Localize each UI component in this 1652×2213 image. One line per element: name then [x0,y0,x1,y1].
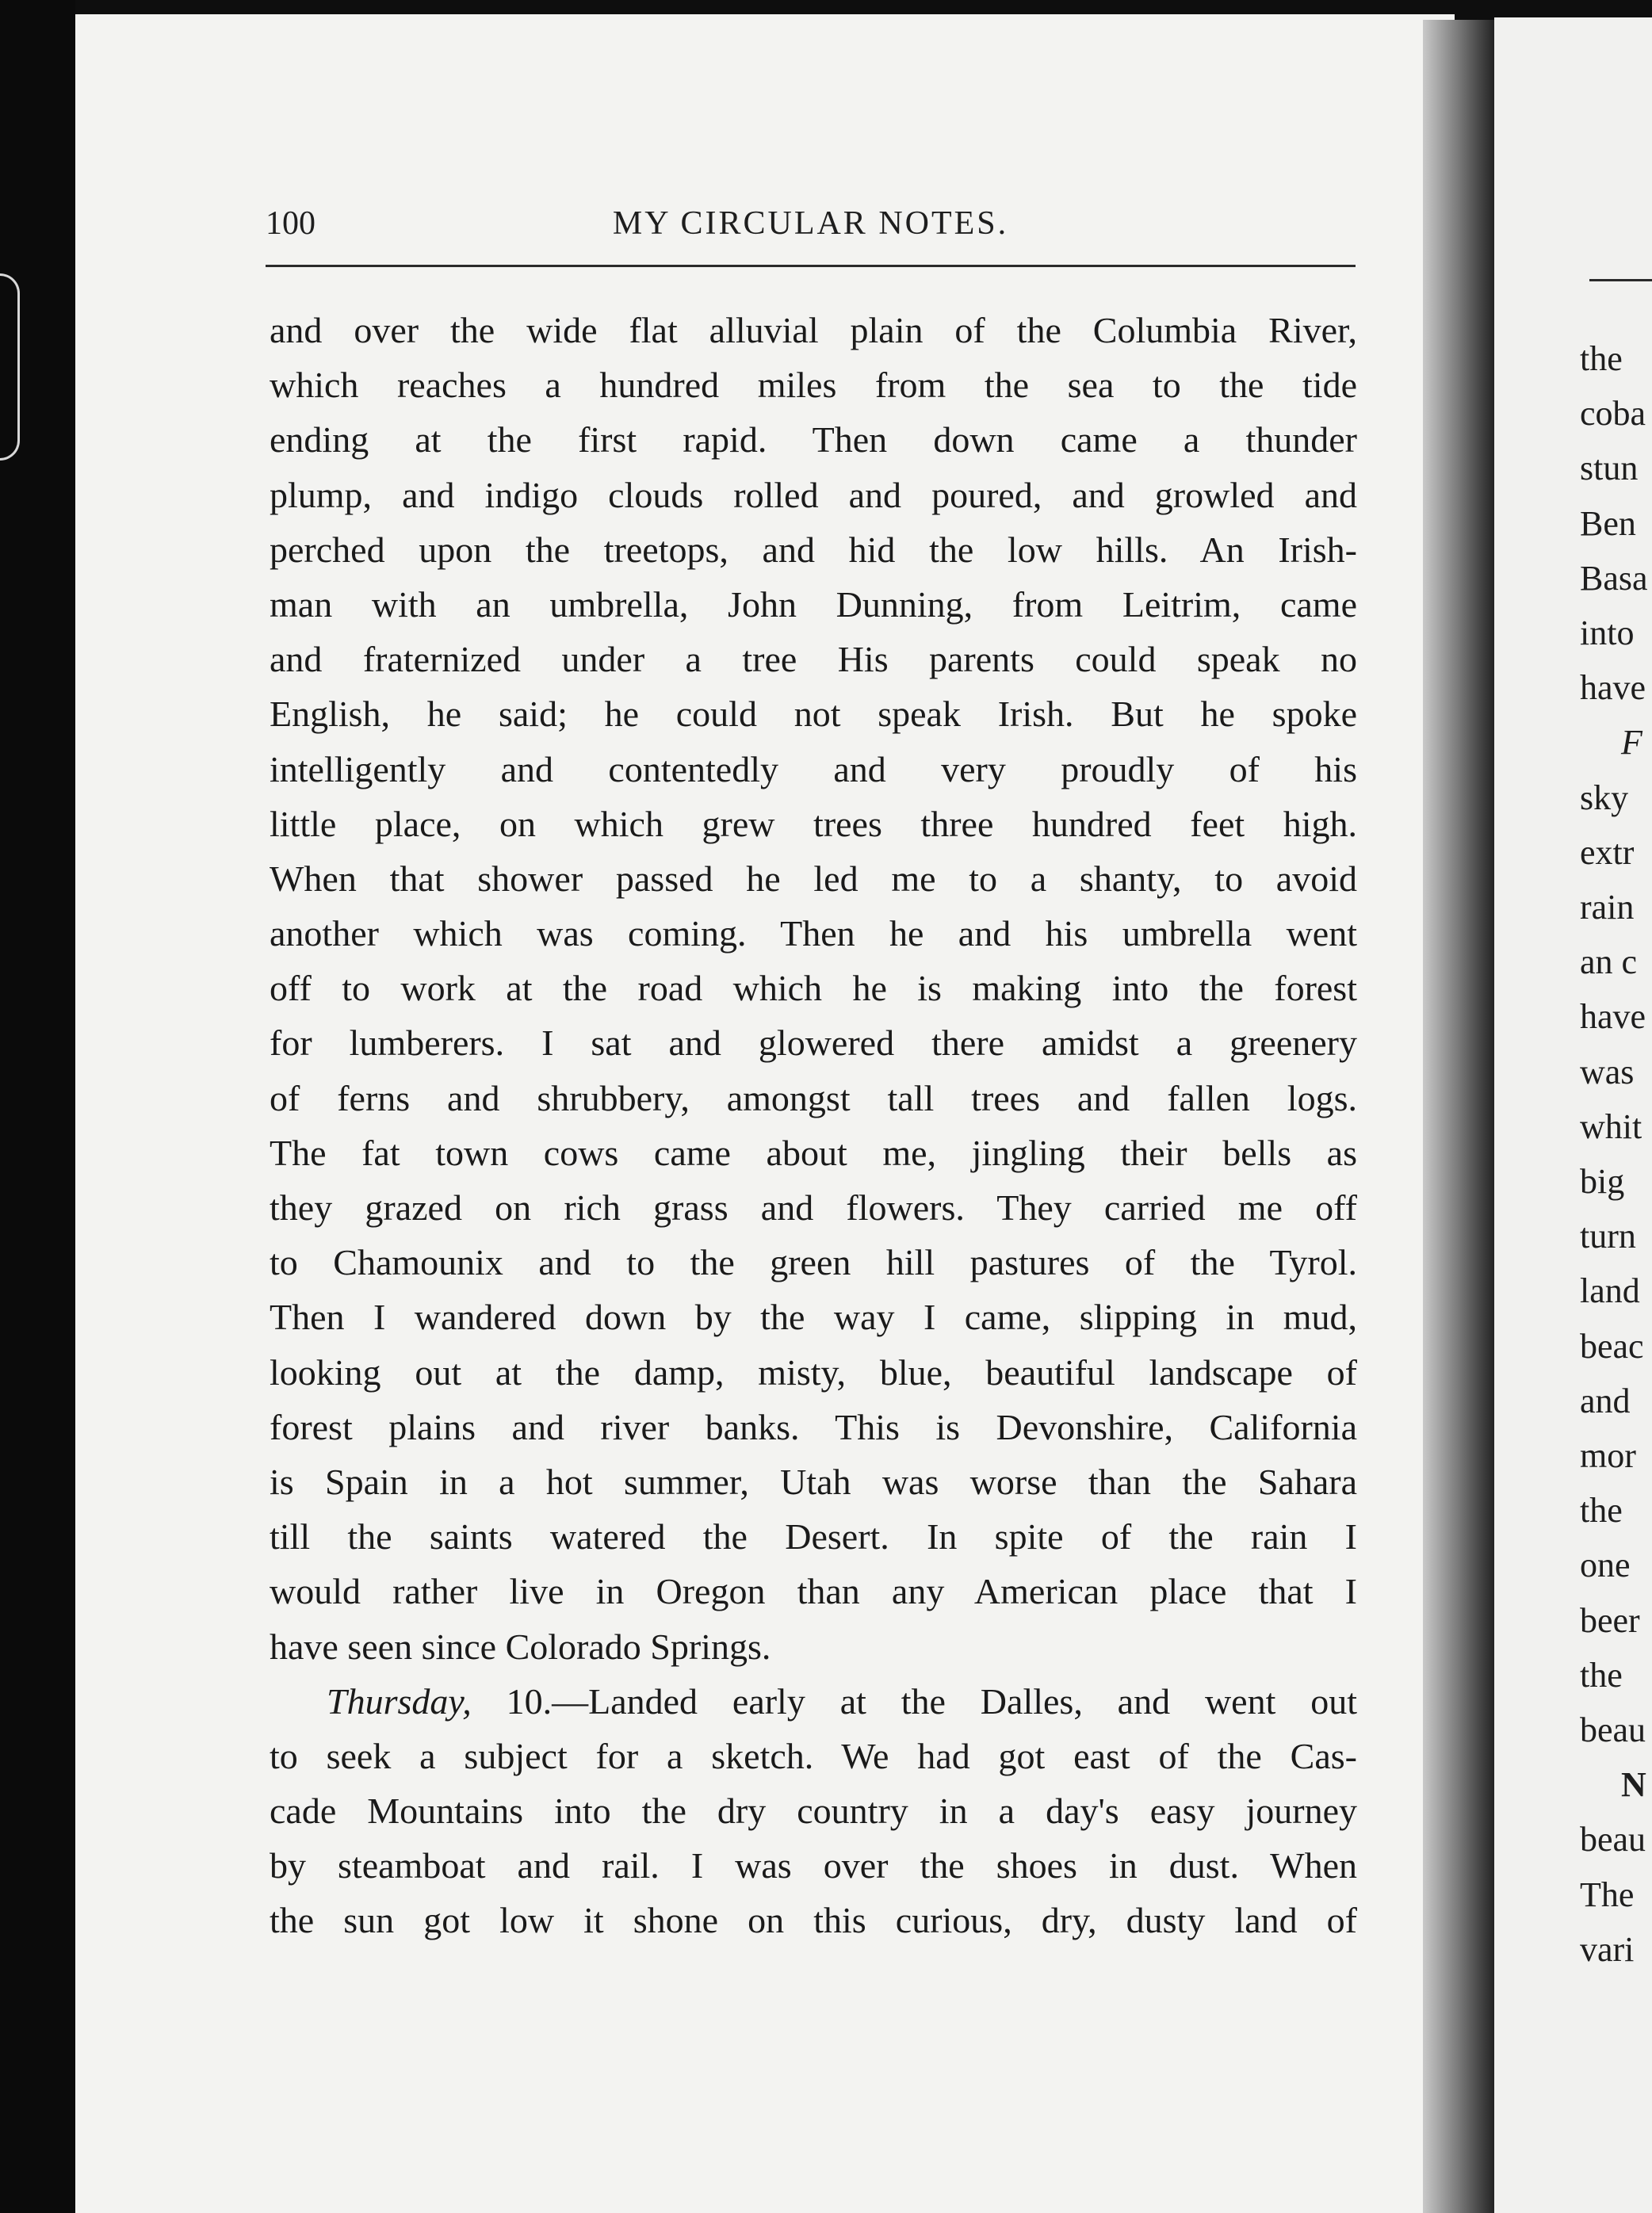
facing-page-fragment: rain [1580,888,1635,927]
text-line: ending at the first rapid. Then down came a thunder [270,419,1357,461]
facing-page-fragment: F [1621,723,1642,763]
facing-page-fragment: land [1580,1271,1640,1311]
text-line: for lumberers. I sat and glowered there amidst a greenery [270,1022,1357,1064]
text-line: and over the wide flat alluvial plain of the Columbia River, [270,310,1357,350]
facing-page-fragment: stun [1580,449,1639,488]
text-line: by steamboat and rail. I was over the shoes in dust. When [270,1845,1357,1886]
text-line: to seek a subject for a sketch. We had got east of the Cas- [270,1735,1357,1776]
facing-page-fragment: coba [1580,394,1646,434]
paragraph-end-line: have seen since Colorado Springs. [270,1626,771,1667]
facing-page-fragment: beau [1580,1710,1646,1749]
facing-page-fragment: N [1621,1765,1646,1805]
text-line: of ferns and shrubbery, amongst tall trees and fallen logs. [270,1077,1357,1118]
facing-page-fragment: beer [1580,1600,1640,1640]
text-line: English, he said; he could not speak Irish. But he spoke [270,694,1357,735]
text-line: Then I wandered down by the way I came, slipping in mud, [270,1297,1357,1338]
text-line: perched upon the treetops, and hid the low hills. An Irish- [270,529,1357,570]
facing-page-fragment: was [1580,1052,1635,1091]
text-line: to Chamounix and to the green hill pastures of the Tyrol. [270,1242,1357,1283]
text-line: When that shower passed he led me to a shanty, to avoid [270,858,1357,899]
page-body [270,303,1357,1948]
facing-page-fragment: sky [1580,778,1629,817]
facing-page [1494,17,1652,2213]
text-line: looking out at the damp, misty, blue, beautiful landscape of [270,1351,1357,1393]
facing-page-fragment: one [1580,1546,1631,1585]
text-line: is Spain in a hot summer, Utah was worse than the Sahara [270,1461,1357,1502]
text-line: which reaches a hundred miles from the sea to the tide [270,365,1357,406]
facing-page-fragment: and [1580,1381,1631,1420]
text-line: and fraternized under a tree His parents could speak no [270,639,1357,680]
facing-page-fragment: into [1580,613,1635,652]
facing-page-fragment: big [1580,1162,1625,1201]
text-line: forest plains and river banks. This is Devonshire, California [270,1406,1357,1447]
facing-page-fragment: beau [1580,1820,1646,1859]
book-gutter [1423,20,1498,2213]
facing-page-fragment: extr [1580,832,1635,872]
facing-page-fragment: turn [1580,1217,1636,1256]
header-rule [266,265,1356,267]
facing-page-fragment: whit [1580,1106,1642,1146]
facing-page-rule [1589,279,1652,281]
text-line: they grazed on rich grass and flowers. They carried me off [270,1187,1357,1228]
diary-entry-first-line-text: 10.—Landed early at the Dalles, and went out [471,1680,1357,1722]
facing-page-fragment: Basa [1580,558,1648,598]
facing-page-fragment: beac [1580,1326,1644,1366]
running-title: MY CIRCULAR NOTES. [612,205,1009,242]
text-line: the sun got low it shone on this curious, dry, dusty land of [270,1900,1357,1941]
facing-page-fragment: have [1580,997,1646,1037]
page-number: 100 [266,205,315,242]
facing-page-fragment: the [1580,339,1623,378]
page-header [266,204,1356,252]
text-line: intelligently and contentedly and very proudly of his [270,748,1357,789]
text-line: little place, on which grew trees three hundred feet high. [270,803,1357,844]
text-line: till the saints watered the Desert. In spite of the rain I [270,1516,1357,1558]
facing-page-fragment: Ben [1580,503,1636,543]
facing-page-fragment: have [1580,668,1646,708]
text-line: The fat town cows came about me, jingling their bells as [270,1132,1357,1173]
text-line: man with an umbrella, John Dunning, from Leitrim, came [270,583,1357,625]
facing-page-fragment: the [1580,1491,1623,1531]
facing-page-fragment: The [1580,1875,1635,1914]
text-line: off to work at the road which he is making into the forest [270,968,1357,1009]
text-line: cade Mountains into the dry country in a day's easy journey [270,1791,1357,1832]
text-line: would rather live in Oregon than any American place that I [270,1571,1357,1612]
previous-page-edge [0,273,20,461]
facing-page-fragment: mor [1580,1436,1636,1475]
facing-page-fragment: the [1580,1655,1623,1695]
facing-page-fragment: vari [1580,1929,1635,1969]
text-line: plump, and indigo clouds rolled and poured, and growled and [270,474,1357,515]
diary-entry-heading-line [270,1674,1357,1729]
text-line: another which was coming. Then he and his umbrella went [270,913,1357,954]
diary-day: Thursday, [327,1680,472,1722]
facing-page-fragment: an c [1580,942,1638,982]
